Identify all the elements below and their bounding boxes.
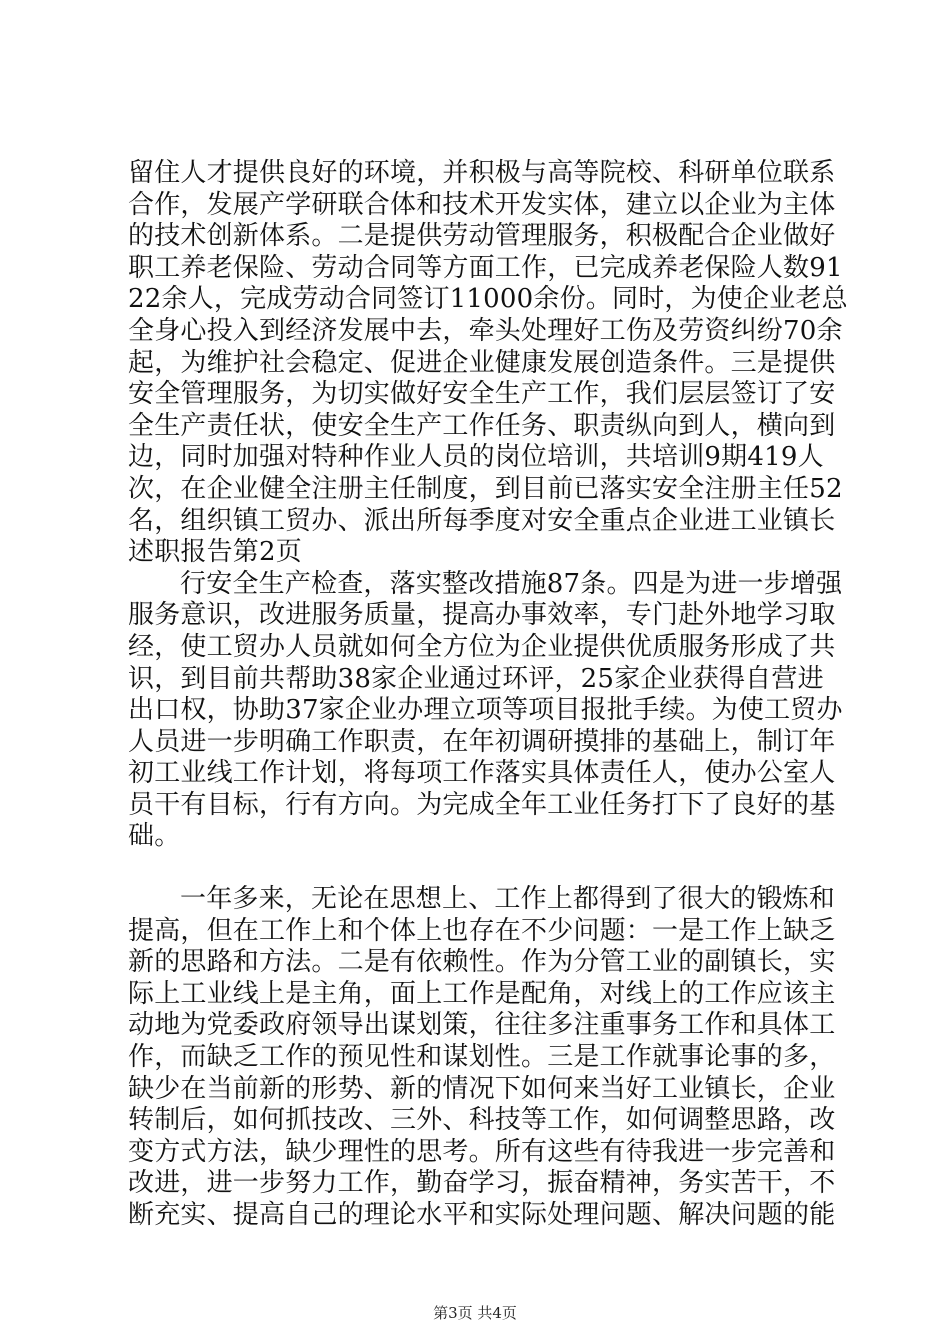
paragraph-2: 行安全生产检查，落实整改措施87条。四是为进一步增强服务意识，改进服务质量，提高办事效率，专门赴外地学习取经，使工贸办人员就如何全方位为企业提供优质服务形成了共识，到目前共帮助38家企业通过环评，25家企业获得自营进出口权，协助37家企业办理立项等项目报批手续。为使工贸办人员进一步明确工作职责，在年初调研摸排的基础上，制订年初工业线工作计划，将每项工作落实具体责任人，使办公室人员干有目标，行有方向。为完成全年工业任务打下了良好的基础。 [128,568,843,852]
paragraph-3: 一年多来，无论在思想上、工作上都得到了很大的锻炼和提高，但在工作上和个体上也存在不少问题：一是工作上缺乏新的思路和方法。二是有依赖性。作为分管工业的副镇长，实际上工业线上是主角，面上工作是配角，对线上的工作应该主动地为党委政府领导出谋划策，往往多注重事务工作和具体工作，而缺乏工作的预见性和谋划性。三是工作就事论事的多，缺少在当前新的形势、新的情况下如何来当好工业镇长，企业转制后，如何抓技改、三外、科技等工作，如何调整思路，改变方式方法，缺少理性的思考。所有这些有待我进一步完善和改进，进一步努力工作，勤奋学习，振奋精神，务实苦干，不断充实、提高自己的理论水平和实际处理问题、解决问题的能 [128,884,836,1230]
paragraph-1: 留住人才提供良好的环境，并积极与高等院校、科研单位联系合作，发展产学研联合体和技术开发实体，建立以企业为主体的技术创新体系。二是提供劳动管理服务，积极配合企业做好职工养老保险、劳动合同等方面工作，已完成养老保险人数9122余人，完成劳动合同签订11000余份。同时，为使企业老总全身心投入到经济发展中去，牵头处理好工伤及劳资纠纷70余起，为维护社会稳定、促进企业健康发展创造条件。三是提供安全管理服务，为切实做好安全生产工作，我们层层签订了安全生产责任状，使安全生产工作任务、职责纵向到人，横向到边，同时加强对特种作业人员的岗位培训，共培训9期419人次，在企业健全注册主任制度，到目前已落实安全注册主任52名，组织镇工贸办、派出所每季度对安全重点企业进工业镇长述职报告第2页 [128,158,848,568]
page-footer: 第3页 共4页 [433,1304,517,1322]
document-body [128,158,848,1232]
paragraph-gap [128,853,848,884]
